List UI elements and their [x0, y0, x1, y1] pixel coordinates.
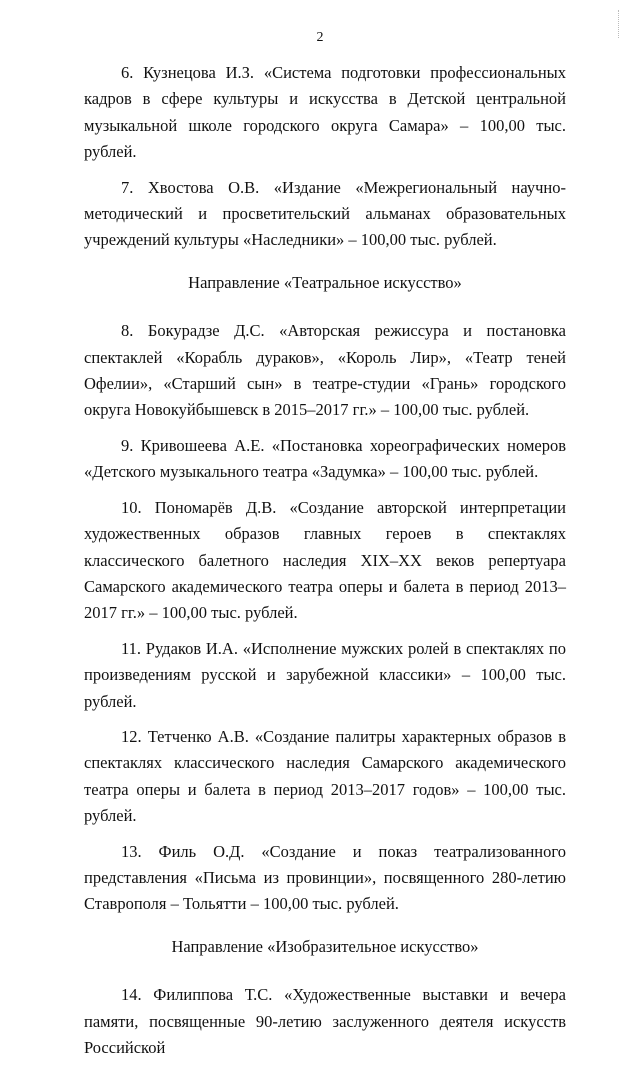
- list-item-14: 14. Филиппова Т.С. «Художественные выставки и вечера памяти, посвященные 90-летию заслуженного деятеля искусств Российской: [84, 985, 566, 1057]
- list-item-7: 7. Хвостова О.В. «Издание «Межрегиональный научно-методический и просветительский альманах образовательных учреждений культуры «Наследники» – 100,00 тыс. рублей.: [84, 177, 566, 250]
- scan-margin-mark: [618, 10, 622, 38]
- list-item-8: 8. Бокурадзе Д.С. «Авторская режиссура и постановка спектаклей «Корабль дураков», «Король Лир», «Театр теней Офелии», «Старший сын» в театре-студии «Грань» городского округа Новокуйбышевск в 2015–2017 гг.» – 100,00 тыс. рублей.: [84, 321, 566, 420]
- list-item-12: 12. Тетченко А.В. «Создание палитры характерных образов в спектаклях классического наследия Самарского академического театра оперы и балета в период 2013–2017 годов» – 100,00 тыс. рублей.: [84, 726, 566, 826]
- section-heading-theatre: Направление «Театральное искусство»: [188, 272, 462, 292]
- list-item-6: 6. Кузнецова И.З. «Система подготовки профессиональных кадров в сфере культуры и искусства в Детской центральной музыкальной школе городского округа Самара» – 100,00 тыс. рублей.: [84, 63, 566, 162]
- list-item-9: 9. Кривошеева А.Е. «Постановка хореографических номеров «Детского музыкального театра «Задумка» – 100,00 тыс. рублей.: [84, 435, 566, 482]
- page-number: 2: [316, 30, 324, 45]
- section-heading-visual-art: Направление «Изобразительное искусство»: [171, 936, 479, 956]
- list-item-10: 10. Пономарёв Д.В. «Создание авторской интерпретации художественных образов главных героев в спектаклях классического балетного наследия XIX–XX веков репертуара Самарского академического театра оперы и балета в период 2013–2017 гг.» – 100,00 тыс. рублей.: [84, 497, 566, 623]
- document-body: [84, 60, 566, 1070]
- list-item-13: 13. Филь О.Д. «Создание и показ театрализованного представления «Письма из провинции», посвященного 280-летию Ставрополя – Тольятти – 100,00 тыс. рублей.: [84, 841, 566, 914]
- list-item-11: 11. Рудаков И.А. «Исполнение мужских ролей в спектаклях по произведениям русской и зарубежной классики» – 100,00 тыс. рублей.: [84, 638, 566, 711]
